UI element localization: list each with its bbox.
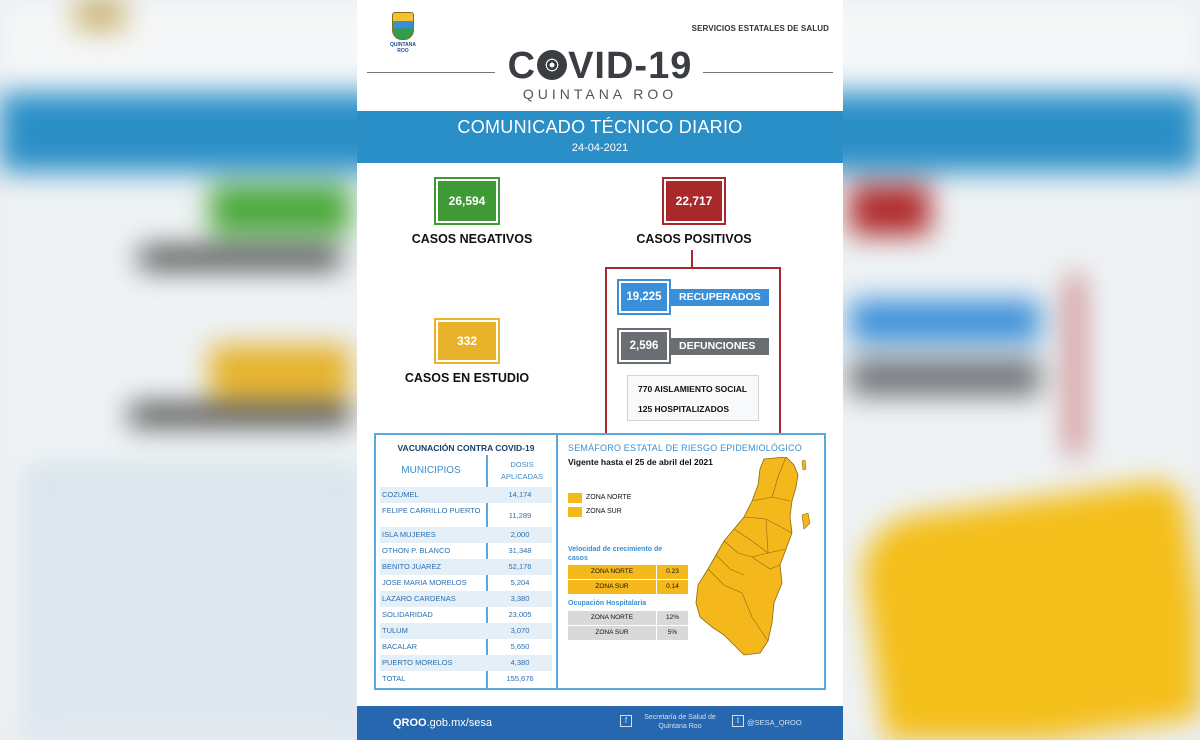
- dosis-cell: 3,380: [510, 594, 530, 603]
- zona-norte-legend: ZONA NORTE: [586, 494, 632, 501]
- twitter-handle: @SESA_QROO: [747, 718, 802, 727]
- positivos-connector: [691, 250, 693, 268]
- velocidad-row: ZONA SUR 0.14: [568, 580, 688, 594]
- shield-icon: [392, 12, 414, 40]
- dosis-cell: 2,000: [510, 530, 530, 539]
- ocupacion-row: ZONA SUR 5%: [568, 626, 688, 640]
- table-row: [380, 543, 552, 559]
- positivos-box: 22,717: [666, 181, 722, 221]
- twitter-icon: t: [732, 715, 744, 727]
- col-dosis: DOSIS APLICADAS: [500, 460, 544, 481]
- defunciones-label: DEFUNCIONES: [669, 338, 769, 355]
- zona-sur-swatch: [568, 507, 582, 517]
- lower-panel: [374, 433, 826, 690]
- positivos-label: CASOS POSITIVOS: [636, 232, 752, 246]
- map-island-mujeres: [802, 460, 806, 470]
- dosis-cell: 3,070: [510, 626, 530, 635]
- zona-sur-legend: ZONA SUR: [586, 508, 622, 515]
- dosis-cell: 5,650: [510, 642, 530, 651]
- municipio-cell: ISLA MUJERES: [382, 530, 436, 539]
- table-row: [380, 487, 552, 503]
- table-row: [380, 639, 552, 655]
- dosis-cell: 5,204: [510, 578, 530, 587]
- municipio-cell: BACALAR: [382, 642, 418, 651]
- facebook-icon: f: [620, 715, 632, 727]
- municipio-cell: PUERTO MORELOS: [382, 658, 453, 667]
- logo-text: QUINTANA ROO: [389, 42, 416, 54]
- table-row: [380, 591, 552, 607]
- table-row: [380, 503, 552, 527]
- report-title: C VID-19: [507, 45, 693, 87]
- map-state-shape: [696, 457, 798, 655]
- hospitalizados-text: 125 HOSPITALIZADOS: [638, 404, 729, 414]
- col-municipios: MUNICIPIOS: [401, 465, 461, 476]
- report-subtitle: QUINTANA ROO: [522, 86, 678, 102]
- facebook-text: Secretaría de Salud de Quintana Roo: [644, 714, 716, 730]
- agency-name: SERVICIOS ESTATALES DE SALUD: [691, 24, 829, 33]
- vaccination-section: [376, 435, 558, 688]
- semaforo-vigencia: Vigente hasta el 25 de abril del 2021: [568, 457, 713, 467]
- map-island-cozumel: [802, 513, 810, 529]
- municipio-cell: FELIPE CARRILLO PUERTO: [382, 506, 481, 515]
- dosis-cell: 4,380: [510, 658, 530, 667]
- dosis-cell: 23,005: [508, 610, 532, 619]
- dosis-cell: 11,289: [508, 511, 532, 520]
- banner-date: 24-04-2021: [571, 142, 629, 154]
- municipio-cell: SOLIDARIDAD: [382, 610, 433, 619]
- dosis-cell: 155,676: [506, 674, 534, 683]
- table-row: [380, 623, 552, 639]
- active-cases-box: [627, 375, 759, 421]
- defunciones-value: 2,596: [621, 332, 667, 360]
- banner: [357, 111, 843, 163]
- municipio-cell: LAZARO CARDENAS: [382, 594, 456, 603]
- zona-norte-swatch: [568, 493, 582, 503]
- municipio-cell: BENITO JUAREZ: [382, 562, 442, 571]
- website-link[interactable]: QROO.gob.mx/sesa: [393, 717, 493, 729]
- municipio-cell: OTHON P. BLANCO: [382, 546, 451, 555]
- dosis-cell: 31,348: [508, 546, 532, 555]
- table-row: [380, 655, 552, 671]
- vaccination-title: VACUNACIÓN CONTRA COVID-19: [397, 443, 535, 453]
- ocupacion-title: Ocupación Hospitalaria: [568, 600, 647, 607]
- table-row: [380, 575, 552, 591]
- aislamiento-text: 770 AISLAMIENTO SOCIAL: [638, 384, 748, 394]
- covid-report: [357, 0, 843, 740]
- dosis-cell: 52,176: [508, 562, 532, 571]
- velocidad-row: ZONA NORTE 0.23: [568, 565, 688, 579]
- table-row: [380, 559, 552, 575]
- negativos-label: CASOS NEGATIVOS: [411, 232, 533, 246]
- municipio-cell: TULUM: [382, 626, 408, 635]
- estudio-label: CASOS EN ESTUDIO: [404, 371, 530, 385]
- negativos-box: 26,594: [438, 181, 496, 221]
- dosis-cell: 14,174: [508, 490, 532, 499]
- banner-title: COMUNICADO TÉCNICO DIARIO: [457, 117, 743, 137]
- recuperados-label: RECUPERADOS: [669, 289, 769, 306]
- virus-icon: [537, 50, 567, 80]
- table-row: [380, 671, 552, 687]
- municipio-cell: COZUMEL: [382, 490, 419, 499]
- footer: [357, 706, 843, 740]
- velocidad-title: Velocidad de crecimiento de casos: [568, 546, 663, 562]
- semaforo-title: SEMÁFORO ESTATAL DE RIESGO EPIDEMIOLÓGICO: [568, 443, 802, 453]
- table-row: [380, 607, 552, 623]
- table-row: [380, 527, 552, 543]
- ocupacion-row: ZONA NORTE 12%: [568, 611, 688, 625]
- municipio-cell: JOSE MARIA MORELOS: [382, 578, 467, 587]
- recuperados-value: 19,225: [621, 283, 667, 311]
- estudio-box: 332: [438, 322, 496, 360]
- quintana-roo-map: [694, 457, 826, 657]
- municipio-cell: TOTAL: [382, 674, 406, 683]
